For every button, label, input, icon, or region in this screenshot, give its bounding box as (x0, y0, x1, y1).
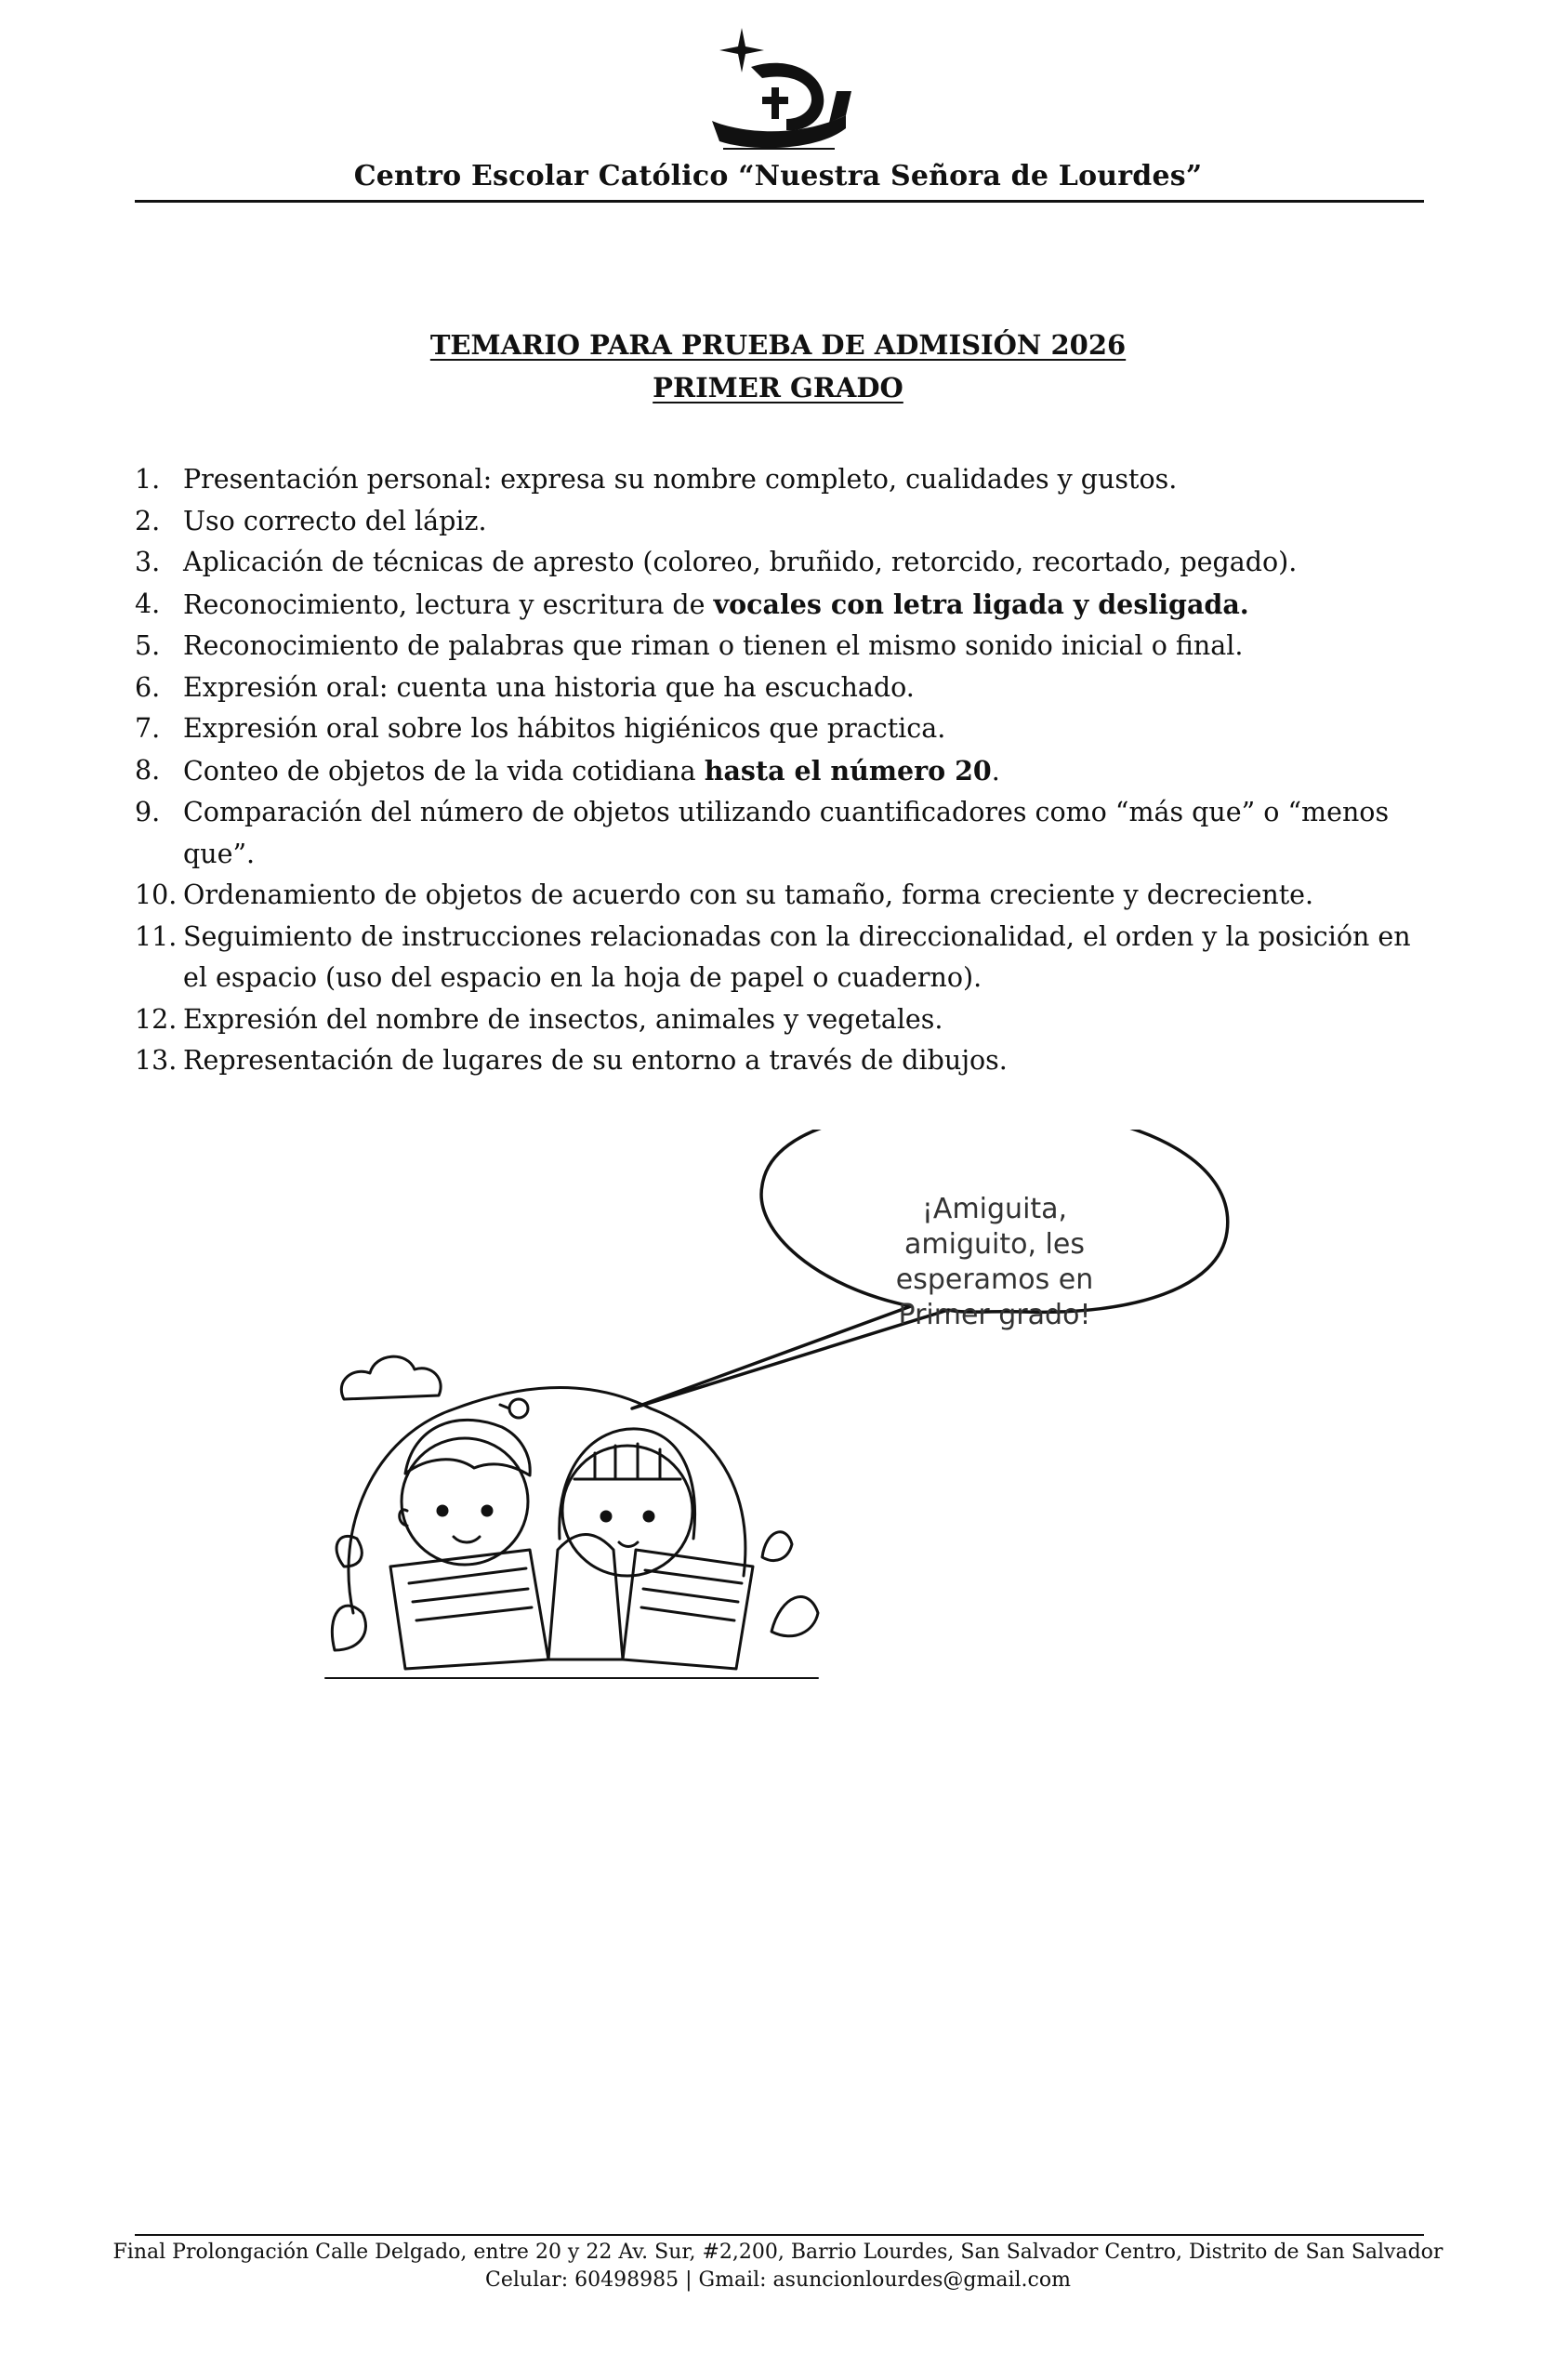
title-line-1: TEMARIO PARA PRUEBA DE ADMISIÓN 2026 (429, 329, 1127, 361)
list-item (135, 917, 1436, 999)
item-text: Expresión oral: cuenta una historia que ha escuchado. (183, 671, 915, 703)
item-number: 13. (135, 1045, 178, 1076)
footer-divider (135, 2234, 1424, 2236)
list-item (135, 668, 1436, 709)
item-number: 4. (135, 588, 161, 619)
list-item (135, 584, 1436, 627)
list-item (135, 459, 1436, 501)
children-reading-book-icon (316, 1130, 1441, 1687)
document-title (0, 324, 1556, 409)
list-item (135, 1040, 1436, 1082)
footer-address: Final Prolongación Calle Delgado, entre 20 y 22 Av. Sur, #2,200, Barrio Lourdes, San Salvador Centro, Distrito de San Salvador (112, 2241, 1444, 2264)
speech-line-1: ¡Amiguita, (921, 1193, 1068, 1225)
footer (0, 2239, 1556, 2294)
item-number: 5. (135, 630, 161, 661)
item-text: Aplicación de técnicas de apresto (coloreo, bruñido, retorcido, recortado, pegado). (183, 547, 1298, 577)
topics-list (135, 459, 1436, 1082)
item-text: Ordenamiento de objetos de acuerdo con su tamaño, forma creciente y decreciente. (183, 879, 1314, 910)
footer-contact: Celular: 60498985 | Gmail: asuncionlourdes@gmail.com (485, 2268, 1071, 2292)
item-number: 9. (135, 797, 161, 827)
item-number: 8. (135, 754, 161, 786)
title-line-2: PRIMER GRADO (653, 372, 903, 403)
item-text (183, 584, 1436, 627)
item-text: Expresión oral sobre los hábitos higiénicos que practica. (183, 713, 946, 744)
list-item (135, 501, 1436, 543)
item-text (183, 750, 1436, 793)
list-item (135, 626, 1436, 668)
item-number: 7. (135, 713, 161, 744)
item-number: 3. (135, 547, 161, 577)
item-text-plain: Conteo de objetos de la vida cotidiana (183, 755, 705, 787)
list-item (135, 750, 1436, 793)
item-text: Reconocimiento de palabras que riman o tienen el mismo sonido inicial o final. (183, 630, 1244, 661)
school-name: Centro Escolar Católico “Nuestra Señora de Lourdes” (353, 160, 1203, 192)
item-number: 1. (135, 464, 161, 495)
speech-line-2: amiguito, les (904, 1228, 1085, 1261)
item-text-plain: Reconocimiento, lectura y escritura de (183, 588, 714, 620)
item-number: 10. (135, 879, 178, 910)
item-text: Uso correcto del lápiz. (183, 505, 487, 536)
item-text-after: . (991, 755, 1000, 787)
item-text: Seguimiento de instrucciones relacionadas con la direccionalidad, el orden y la posición en el espacio (uso del espacio en la hoja de papel o cuaderno). (183, 920, 1411, 993)
speech-line-3: esperamos en (895, 1263, 1094, 1296)
item-text: Representación de lugares de su entorno a través de dibujos. (183, 1045, 1008, 1076)
header-divider (135, 200, 1424, 203)
list-item (135, 999, 1436, 1041)
item-text: Comparación del número de objetos utilizando cuantificadores como “más que” o “menos que”. (183, 797, 1390, 869)
item-text-bold: hasta el número 20 (704, 754, 992, 787)
cross-boat-logo-icon (706, 26, 855, 156)
item-text-bold: vocales con letra ligada y desligada. (713, 588, 1249, 620)
list-item (135, 542, 1436, 584)
item-text: Presentación personal: expresa su nombre completo, cualidades y gustos. (183, 464, 1178, 495)
item-number: 11. (135, 920, 178, 952)
list-item (135, 875, 1436, 917)
speech-line-4: Primer grado! (898, 1299, 1091, 1331)
item-number: 12. (135, 1003, 178, 1035)
item-number: 2. (135, 505, 161, 536)
item-number: 6. (135, 671, 161, 703)
list-item (135, 708, 1436, 750)
list-item (135, 792, 1436, 875)
item-text: Expresión del nombre de insectos, animales y vegetales. (183, 1003, 943, 1035)
